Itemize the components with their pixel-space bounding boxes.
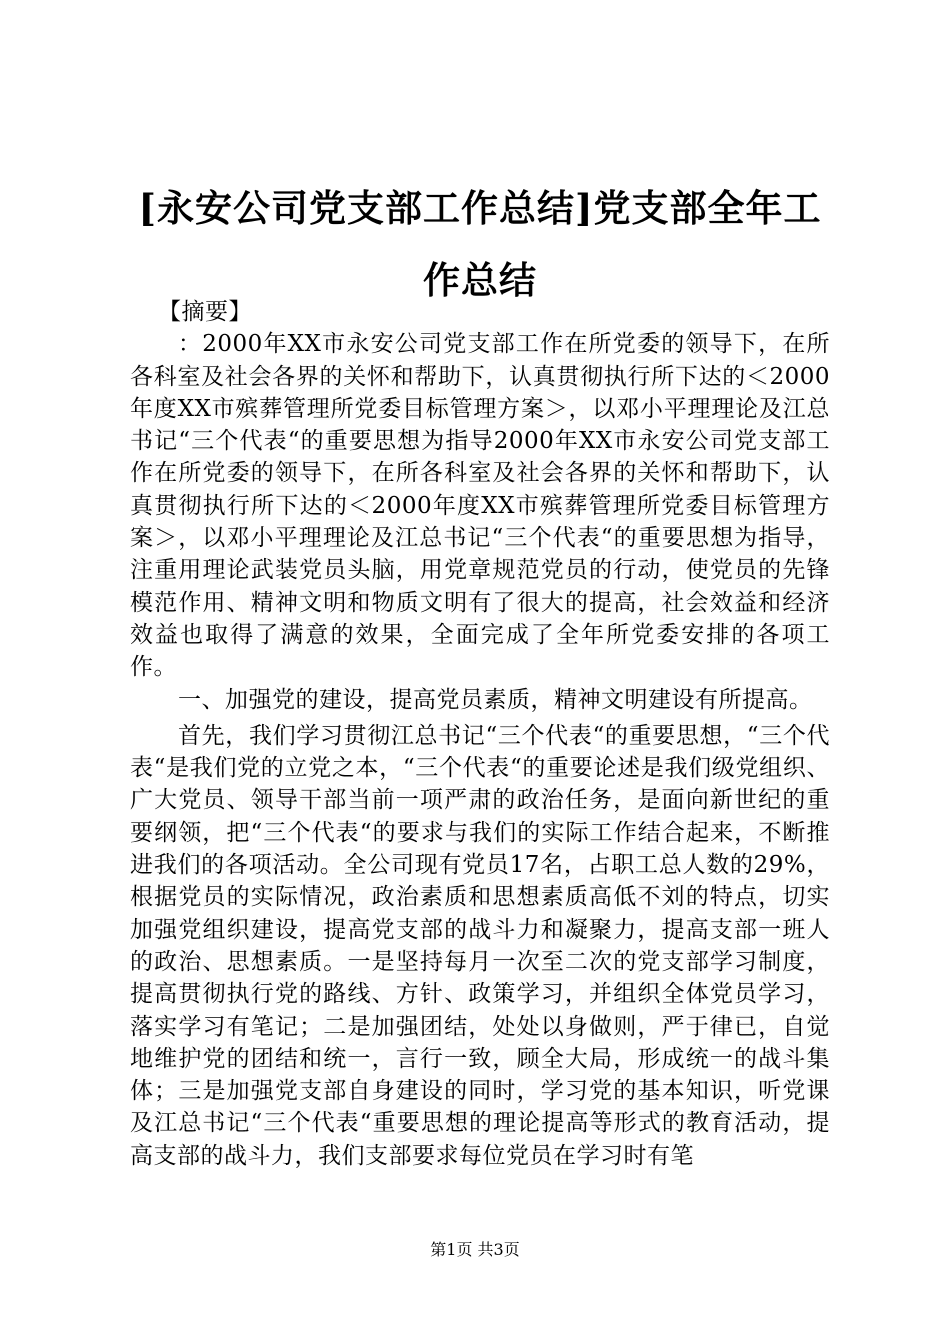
section-heading-1: 一、加强党的建设，提高党员素质，精神文明建设有所提高。 [178,686,813,713]
abstract-label: 【摘要】 [158,299,252,325]
page-footer: 第1页 共3页 [430,1240,520,1259]
document-title: [永安公司党支部工作总结]党支部全年工作总结 [138,186,822,302]
paragraph-body: 首先，我们学习贯彻江总书记“三个代表“的重要思想，“三个代表“是我们党的立党之本，“三个代表“的重要论述是我们级党组织、广大党员、领导干部当前一项严肃的政治任务，是面向新世纪的重要纲领，把“三个代表“的要求与我们的实际工作结合起来，不断推进我们的各项活动。全公司现有党员17名，占职工总人数的29%，根据党员的实际情况，政治素质和思想素质高低不刘的特点，切实加强党组织建设，提高党支部的战斗力和凝聚力，提高支部一班人的政治、思想素质。一是坚持每月一次至二次的党支部学习制度，提高贯彻执行党的路线、方针、政策学习，并组织全体党员学习，落实学习有笔记；二是加强团结，处处以身做则，严于律已，自觉地维护党的团结和统一，言行一致，顾全大局，形成统一的战斗集体；三是加强党支部自身建设的同时，学习党的基本知识，听党课及江总书记“三个代表“重要思想的理论提高等形式的教育活动，提高支部的战斗力，我们支部要求每位党员在学习时有笔 [130,722,830,1169]
paragraph-summary: ：2000年XX市永安公司党支部工作在所党委的领导下，在所各科室及社会各界的关怀和帮助下，认真贯彻执行所下达的＜2000年度XX市殡葬管理所党委目标管理方案＞，以邓小平理理论及江总书记“三个代表“的重要思想为指导2000年XX市永安公司党支部工作在所党委的领导下，在所各科室及社会各界的关怀和帮助下，认真贯彻执行所下达的＜2000年度XX市殡葬管理所党委目标管理方案＞，以邓小平理理论及江总书记“三个代表“的重要思想为指导，注重用理论武装党员头脑，用党章规范党员的行动，使党员的先锋模范作用、精神文明和物质文明有了很大的提高，社会效益和经济效益也取得了满意的效果，全面完成了全年所党委安排的各项工作。 [130,331,830,681]
document-body [130,296,830,1172]
